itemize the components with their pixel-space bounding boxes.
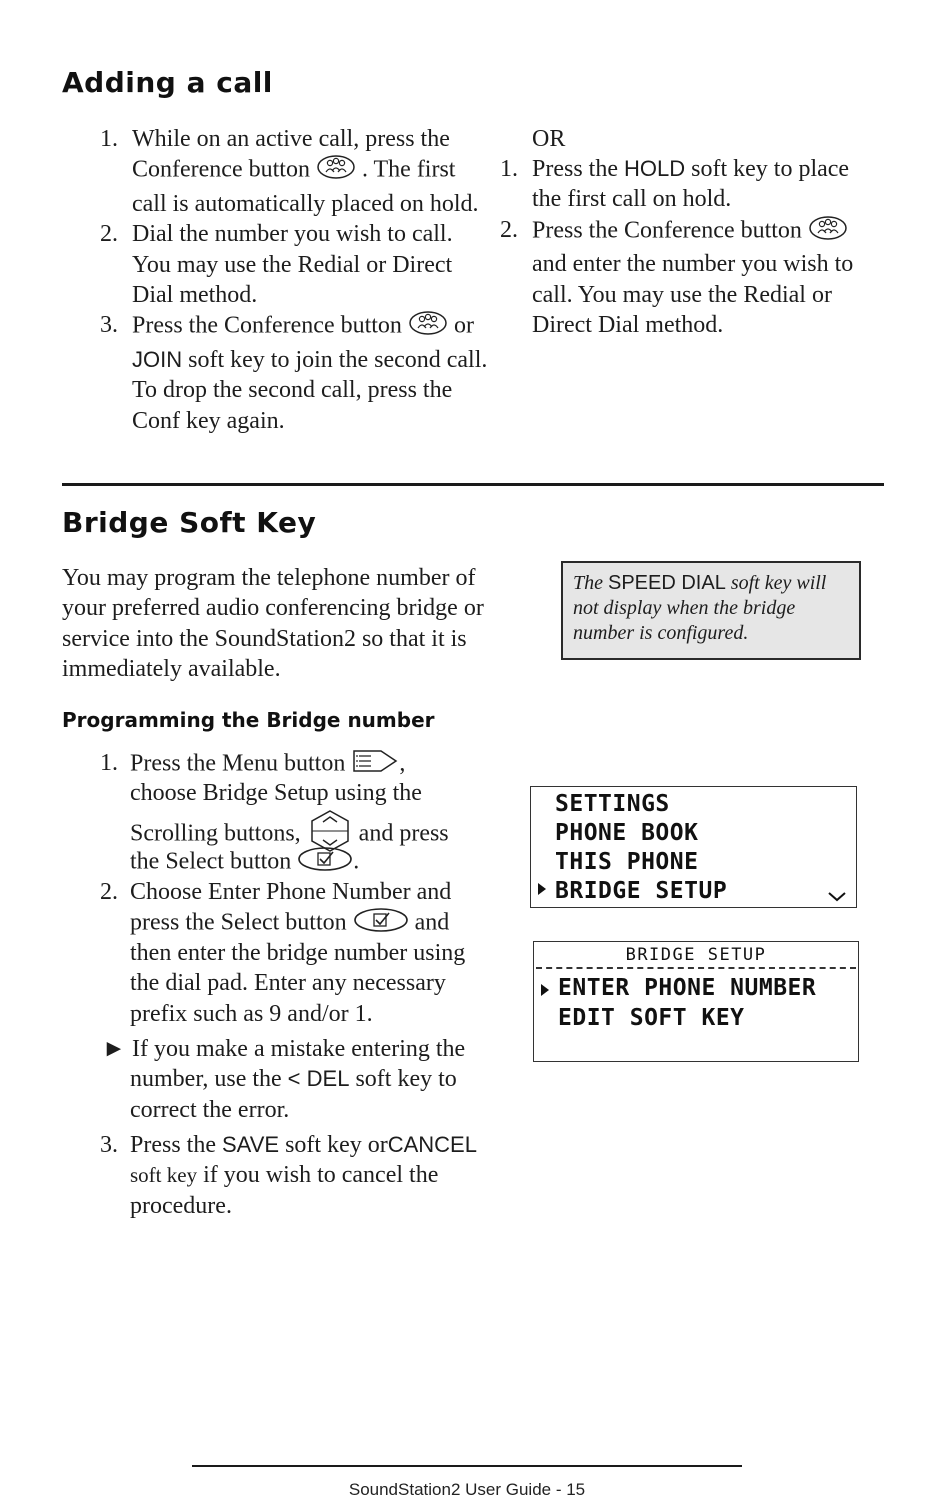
step-1-line-3: Scrolling buttons, and press [130,808,449,862]
conference-icon [408,310,448,344]
step-number: 2. [100,879,118,905]
step-2-line-1: Choose Enter Phone Number and [130,879,452,905]
section-divider [62,483,884,486]
lcd-title-divider [536,967,856,969]
speed-dial-softkey-label: SPEED DIAL [608,572,726,594]
list-item: 2. Press the Conference button and enter the number you wish to call. You may use the Redial or Direct Dial method. [500,216,854,339]
step-1-line-4: the Select button . [130,846,359,880]
select-icon [353,907,409,941]
adding-call-steps-right [464,154,884,340]
tip-text: If you make a mistake entering the number, use the < DEL soft key to correct the error. [130,1036,466,1123]
lcd-menu-screen [530,786,857,908]
lcd-title: BRIDGE SETUP [625,945,767,965]
lcd-row-this-phone: THIS PHONE [555,849,699,875]
list-item: 2. Dial the number you wish to call. You may use the Redial or Direct Dial method. [100,221,453,309]
hold-softkey-label: HOLD [624,156,686,181]
conference-icon [316,154,356,188]
join-softkey-label: JOIN [132,346,183,372]
tip-marker: ► [102,1036,126,1062]
triangle-pointer-icon [537,881,547,901]
step-3-text: Press the SAVE soft key orCANCEL soft key if you wish to cancel the procedure. [130,1132,477,1219]
step-1-line-2: choose Bridge Setup using the [130,780,422,806]
lcd-row-enter-phone-number: ENTER PHONE NUMBER [558,975,817,1001]
step-2-line-3: then enter the bridge number using the dial pad. Enter any necessary prefix such as 9 and/or 1. [130,940,466,1027]
page-footer: SoundStation2 User Guide - 15 [348,1480,586,1499]
adding-call-steps-left [64,124,494,436]
step-1-line-1: Press the Menu button , [130,748,405,782]
list-item: 1. While on an active call, press the Conference button . The first call is automatically placed on hold. [100,126,479,217]
del-softkey-label: < DEL [287,1066,350,1092]
save-softkey-label: SAVE [222,1132,280,1157]
note-box: The SPEED DIAL soft key will not display when the bridge number is configured. [561,561,861,660]
conference-icon [808,215,848,249]
lcd-row-phone-book: PHONE BOOK [555,820,699,846]
select-icon [297,846,353,880]
chevron-down-icon [827,888,847,908]
list-item: 3. Press the Conference button or JOIN soft key to join the second call. To drop the second call, press the Conf key again. [100,312,488,434]
step-2-line-2: press the Select button and [130,907,449,941]
footer-rule [192,1465,742,1467]
section-title-bridge-soft-key: Bridge Soft Key [62,506,317,539]
lcd-row-settings: SETTINGS [555,791,670,817]
section-title-adding-a-call: Adding a call [62,66,273,99]
list-item: 1. Press the HOLD soft key to place the first call on hold. [500,156,850,213]
bridge-intro-text: You may program the telephone number of your preferred audio conferencing bridge or service into the SoundStation2 so that it is immediately available. [62,565,484,683]
triangle-pointer-icon [540,982,550,1002]
or-label: OR [532,126,566,152]
subsection-title: Programming the Bridge number [62,708,435,732]
lcd-row-bridge-setup: BRIDGE SETUP [555,878,728,904]
lcd-row-edit-soft-key: EDIT SOFT KEY [558,1005,745,1031]
step-number: 3. [100,1132,118,1158]
lcd-bridge-setup-screen [533,941,859,1062]
step-number: 1. [100,750,118,776]
cancel-softkey-label: CANCEL [387,1132,477,1157]
